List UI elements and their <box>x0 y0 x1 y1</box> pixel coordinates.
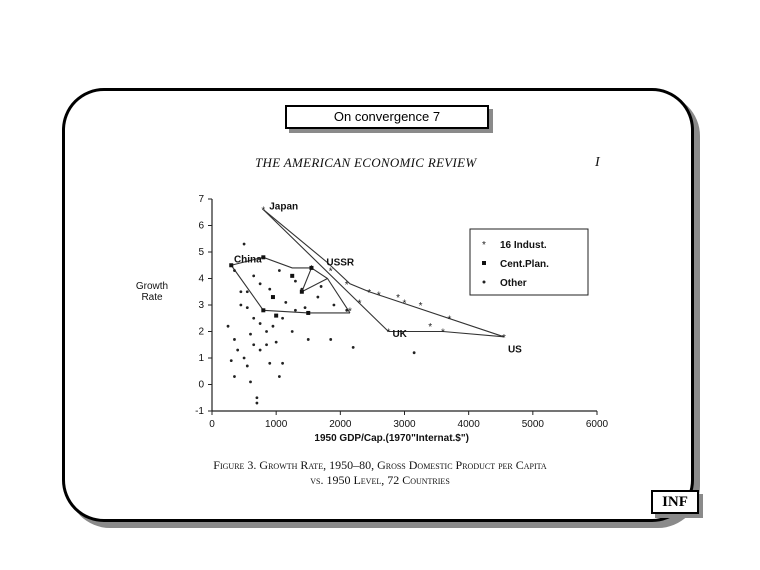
point-other <box>307 338 310 341</box>
point-other <box>291 330 294 333</box>
point-other <box>294 280 297 283</box>
point-other <box>252 274 255 277</box>
convergence-line <box>263 210 504 337</box>
annotation-ussr: USSR <box>326 257 355 269</box>
y-tick-label: 1 <box>198 353 204 364</box>
point-other <box>239 290 242 293</box>
convergence-line <box>302 268 328 292</box>
legend-symbol-16-indust: * <box>482 240 486 251</box>
legend-symbol-other <box>483 281 486 284</box>
x-tick-label: 6000 <box>585 419 609 430</box>
point-other <box>236 349 239 352</box>
point-16-indust: * <box>344 279 349 291</box>
legend-label: Cent.Plan. <box>500 259 549 270</box>
y-tick-label: 4 <box>198 273 204 285</box>
point-other <box>268 362 271 365</box>
point-16-indust: * <box>357 298 362 310</box>
point-16-indust: * <box>376 290 381 302</box>
point-other <box>281 362 284 365</box>
point-other <box>294 309 297 312</box>
point-16-indust: * <box>402 298 407 310</box>
point-other <box>316 296 319 299</box>
point-16-indust: * <box>447 314 452 326</box>
point-other <box>252 343 255 346</box>
annotation-uk: UK <box>392 328 407 340</box>
y-tick-label: 5 <box>198 247 204 258</box>
y-tick-label: 7 <box>198 194 204 205</box>
point-other <box>300 288 303 291</box>
y-tick-label: 3 <box>198 300 204 311</box>
y-tick-label: 6 <box>198 220 204 232</box>
point-other <box>249 380 252 383</box>
annotation-us: US <box>507 344 522 356</box>
point-other <box>246 290 249 293</box>
point-cent-plan <box>229 263 233 267</box>
point-16-indust: * <box>396 293 401 305</box>
point-16-indust: * <box>328 266 333 278</box>
page-marker: I <box>595 155 600 170</box>
point-cent-plan <box>290 274 294 278</box>
point-other <box>256 396 259 399</box>
point-cent-plan <box>309 266 313 270</box>
point-other <box>259 349 262 352</box>
point-other <box>272 325 275 328</box>
annotation-china: China <box>233 254 262 266</box>
x-tick-label: 5000 <box>521 419 544 430</box>
y-tick-label: -1 <box>195 406 204 417</box>
point-other <box>246 306 249 309</box>
point-cent-plan <box>271 295 275 299</box>
inf-badge: INF <box>651 490 699 514</box>
point-16-indust: * <box>386 327 391 339</box>
point-other <box>256 402 259 405</box>
growth-scatter-chart <box>120 185 620 455</box>
point-16-indust: * <box>502 332 506 344</box>
point-other <box>278 375 281 378</box>
x-tick-label: 4000 <box>457 419 480 430</box>
legend-symbol-cent-plan <box>482 261 486 265</box>
legend-label: 16 Indust. <box>500 240 547 251</box>
point-other <box>275 341 278 344</box>
annotation-japan: Japan <box>269 201 299 213</box>
point-other <box>413 351 416 354</box>
point-cent-plan <box>274 314 278 318</box>
y-tick-label: 2 <box>198 326 204 338</box>
point-other <box>352 346 355 349</box>
y-tick-label: 0 <box>198 379 204 391</box>
journal-header: THE AMERICAN ECONOMIC REVIEW <box>255 155 477 170</box>
point-other <box>230 359 233 362</box>
legend-label: Other <box>500 278 527 289</box>
point-other <box>278 269 281 272</box>
y-axis-label-line1: Growth <box>135 281 169 293</box>
x-tick-label: 0 <box>209 419 215 430</box>
x-tick-label: 3000 <box>393 419 416 430</box>
point-other <box>284 301 287 304</box>
point-other <box>233 338 236 341</box>
x-tick-label: 2000 <box>329 419 352 430</box>
point-other <box>239 304 242 307</box>
point-other <box>268 288 271 291</box>
x-axis-label: 1950 GDP/Cap.(1970"Internat.$") <box>314 433 469 444</box>
figure-caption <box>120 458 640 488</box>
point-other <box>265 330 268 333</box>
point-cent-plan <box>261 308 265 312</box>
point-cent-plan <box>306 311 310 315</box>
point-other <box>243 357 246 360</box>
point-16-indust: * <box>428 322 433 334</box>
point-16-indust: * <box>367 287 372 299</box>
point-16-indust: * <box>261 205 266 217</box>
caption-line-1: Figure 3. Growth Rate, 1950–80, Gross Domestic Product per Capita <box>213 458 547 472</box>
point-16-indust: * <box>418 301 423 312</box>
point-16-indust: * <box>441 327 445 339</box>
point-16-indust: * <box>348 306 352 318</box>
point-other <box>252 317 255 320</box>
point-other <box>233 269 236 272</box>
slide-title: On convergence 7 <box>285 105 489 129</box>
point-other <box>333 304 336 307</box>
y-axis-label-line2: Rate <box>141 292 163 304</box>
point-other <box>233 375 236 378</box>
point-other <box>320 285 323 288</box>
point-other <box>265 343 268 346</box>
point-other <box>259 322 262 325</box>
x-tick-label: 1000 <box>265 419 288 430</box>
point-other <box>304 306 307 309</box>
point-other <box>246 365 249 368</box>
caption-line-2: vs. 1950 Level, 72 Countries <box>310 473 450 487</box>
point-other <box>259 282 262 285</box>
point-other <box>249 333 252 336</box>
point-other <box>227 325 230 328</box>
point-other <box>243 243 246 246</box>
point-other <box>329 338 332 341</box>
point-other <box>281 317 284 320</box>
point-other <box>345 309 348 312</box>
point-cent-plan <box>261 255 265 259</box>
